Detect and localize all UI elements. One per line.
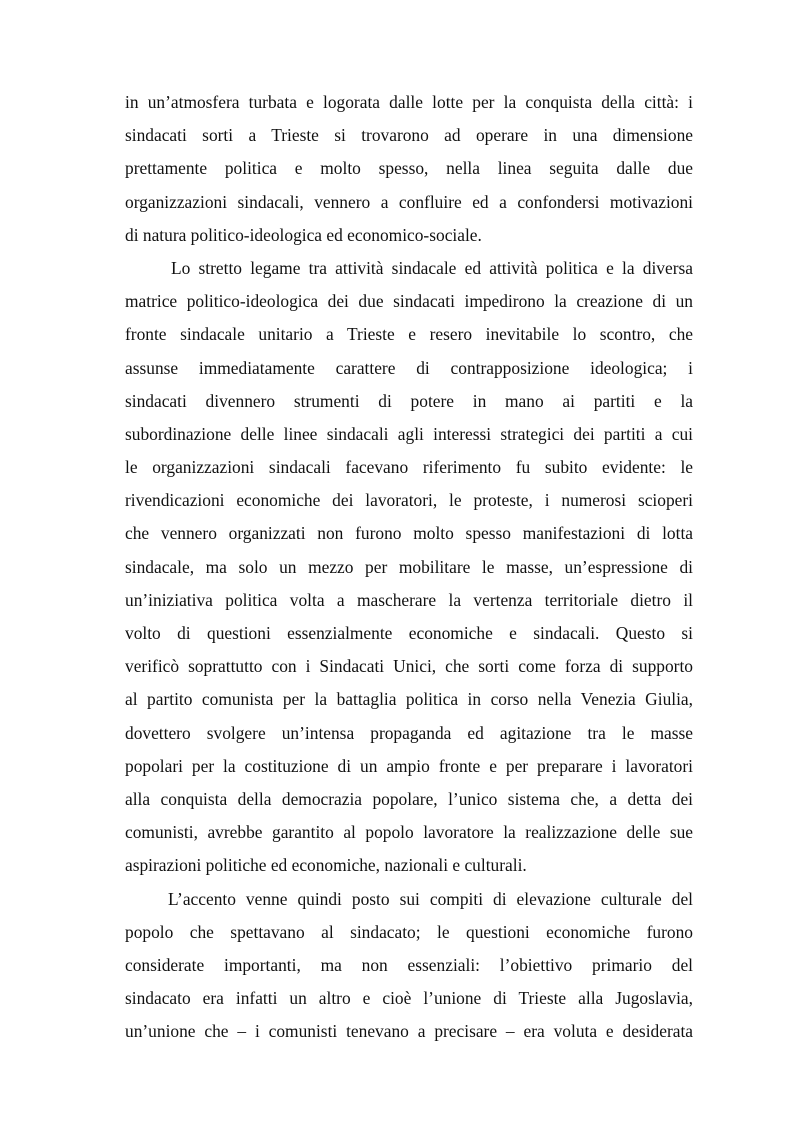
text-line: sindacati divennero strumenti di potere in mano ai partiti e la	[125, 390, 693, 411]
text-line: volto di questioni essenzialmente economiche e sindacali. Questo si	[125, 623, 693, 643]
text-line: le organizzazioni sindacali facevano riferimento fu subito evidente: le	[125, 457, 693, 478]
text-line: rivendicazioni economiche dei lavoratori, le proteste, i numerosi scioperi	[125, 490, 693, 511]
text-line: popolo che spettavano al sindacato; le questioni economiche furono	[125, 921, 693, 942]
text-line: L’accento venne quindi posto sui compiti di elevazione culturale del	[168, 888, 693, 909]
text-line: di natura politico-ideologica ed economico-sociale.	[125, 224, 482, 245]
text-line: sindacale, ma solo un mezzo per mobilitare le masse, un’espressione di	[125, 556, 693, 577]
text-line: verificò soprattutto con i Sindacati Unici, che sorti come forza di supporto	[125, 656, 693, 677]
text-line: aspirazioni politiche ed economiche, nazionali e culturali.	[125, 855, 527, 876]
text-line: dovettero svolgere un’intensa propaganda ed agitazione tra le masse	[125, 722, 693, 743]
text-line: sindacati sorti a Trieste si trovarono ad operare in una dimensione	[125, 125, 693, 146]
text-line: considerate importanti, ma non essenziali: l’obiettivo primario del	[125, 954, 693, 975]
text-line: un’unione che – i comunisti tenevano a precisare – era voluta e desiderata	[125, 1021, 693, 1042]
text-line: assunse immediatamente carattere di contrapposizione ideologica; i	[125, 357, 693, 378]
text-line: alla conquista della democrazia popolare, l’unico sistema che, a detta dei	[125, 788, 693, 809]
text-line: organizzazioni sindacali, vennero a confluire ed a confondersi motivazioni	[125, 191, 693, 212]
text-line: sindacato era infatti un altro e cioè l’unione di Trieste alla Jugoslavia,	[125, 988, 693, 1009]
text-line: in un’atmosfera turbata e logorata dalle lotte per la conquista della città: i	[125, 92, 693, 112]
text-line: matrice politico-ideologica dei due sindacati impedirono la creazione di un	[125, 291, 693, 312]
text-line: prettamente politica e molto spesso, nella linea seguita dalle due	[125, 158, 693, 179]
text-line: fronte sindacale unitario a Trieste e resero inevitabile lo scontro, che	[125, 324, 693, 345]
text-line: al partito comunista per la battaglia politica in corso nella Venezia Giulia,	[125, 689, 693, 710]
text-line: Lo stretto legame tra attività sindacale ed attività politica e la diversa	[171, 257, 693, 278]
text-line: comunisti, avrebbe garantito al popolo lavoratore la realizzazione delle sue	[125, 822, 693, 843]
text-line: popolari per la costituzione di un ampio fronte e per preparare i lavoratori	[125, 755, 693, 776]
text-line: un’iniziativa politica volta a mascherare la vertenza territoriale dietro il	[125, 589, 693, 610]
text-line: che vennero organizzati non furono molto spesso manifestazioni di lotta	[125, 523, 693, 544]
body-text	[125, 86, 693, 1048]
text-line: subordinazione delle linee sindacali agli interessi strategici dei partiti a cui	[125, 423, 693, 444]
